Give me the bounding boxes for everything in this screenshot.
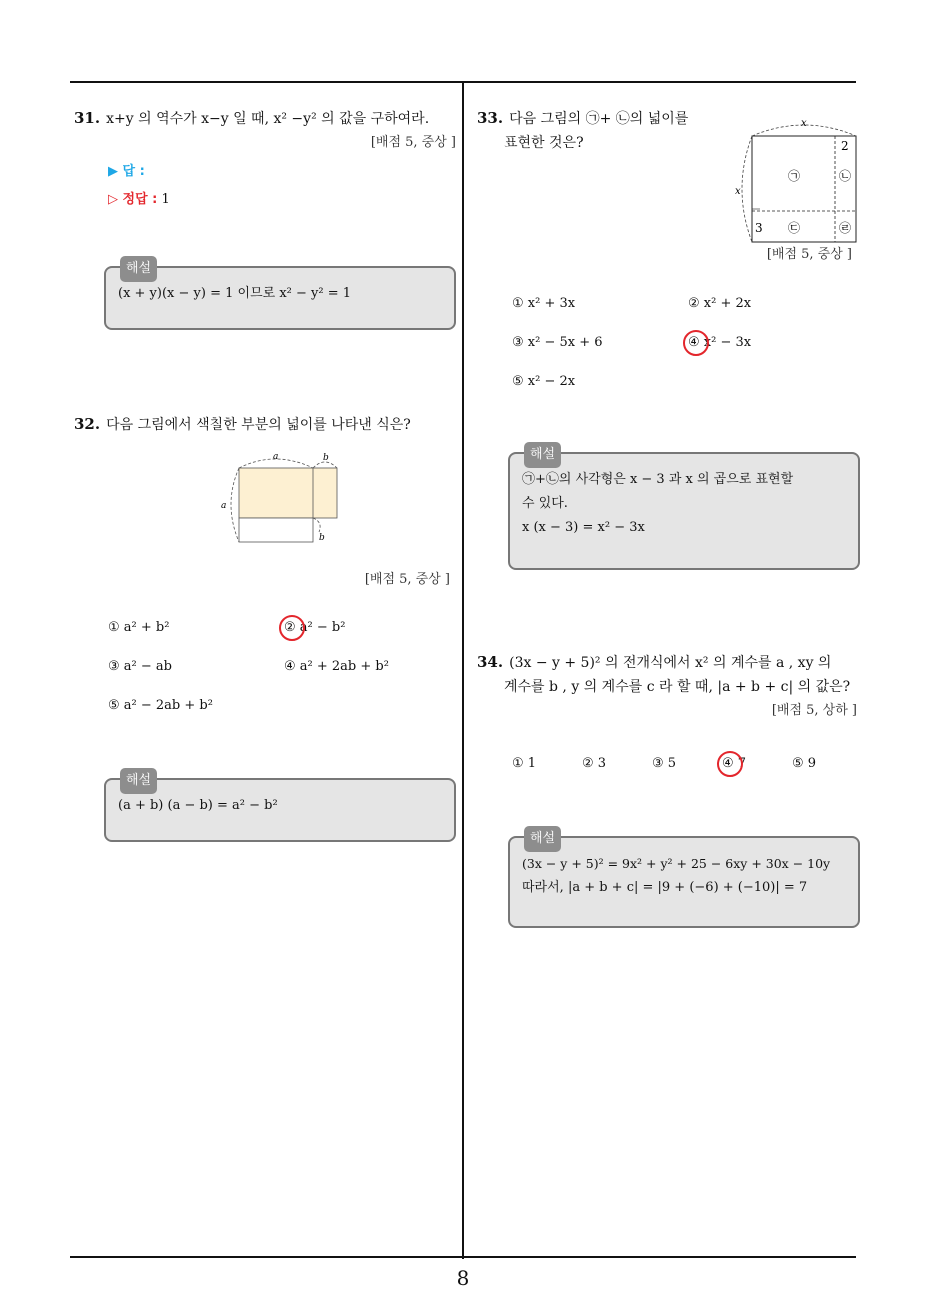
page-number: 8 xyxy=(456,1266,470,1290)
selected-ring xyxy=(279,615,305,641)
label-x-top: x xyxy=(801,118,807,129)
bottom-rule xyxy=(70,1256,856,1258)
label-a-top: a xyxy=(273,452,279,462)
label-b-bottom: b xyxy=(319,533,325,543)
question-number: 32. xyxy=(74,415,101,433)
question-31 xyxy=(74,106,456,150)
choice-4[interactable] xyxy=(688,335,751,350)
choices-32 xyxy=(108,620,448,720)
choices-34 xyxy=(512,756,852,786)
choice-1[interactable]: ① a² + b² xyxy=(108,620,170,635)
explanation-32 xyxy=(104,773,456,842)
choice-5[interactable]: ⑤ a² − 2ab + b² xyxy=(108,698,213,713)
choice-4-text: ④ x² − 3x xyxy=(688,335,752,350)
column-divider xyxy=(462,81,464,1259)
question-text: x+y 의 역수가 x−y 일 때, x² −y² 의 값을 구하여라. xyxy=(106,111,430,127)
question-text-line1: 다음 그림의 ㉠+ ㉡의 넓이를 xyxy=(509,111,689,127)
choice-2-text: ② a² − b² xyxy=(284,620,346,635)
choice-3[interactable]: ③ 5 xyxy=(652,756,677,771)
region-3: ㉢ xyxy=(788,221,801,235)
score-label: [배점 5, 중상 ] xyxy=(370,135,456,150)
choice-4[interactable] xyxy=(722,756,746,771)
score-label-32: [배점 5, 중상 ] xyxy=(364,572,450,587)
question-number: 31. xyxy=(74,109,101,127)
explanation-tag: 해설 xyxy=(120,768,157,794)
answer-label: ▶ 답 : xyxy=(108,164,145,179)
question-text: 다음 그림에서 색칠한 부분의 넓이를 나타낸 식은? xyxy=(106,417,411,433)
label-b-top: b xyxy=(323,453,329,463)
question-33 xyxy=(477,106,737,155)
choice-2[interactable]: ② 3 xyxy=(582,756,607,771)
figure-33 xyxy=(732,114,860,246)
explanation-line1: ㉠+㉡의 사각형은 x − 3 과 x 의 곱으로 표현할 xyxy=(522,472,794,487)
region-2: ㉡ xyxy=(839,169,852,183)
choice-2[interactable] xyxy=(284,620,345,635)
choice-4-text: ④ 7 xyxy=(722,756,747,771)
question-32 xyxy=(74,412,456,437)
question-text-line1: (3x − y + 5)² 의 전개식에서 x² 의 계수를 a , xy 의 xyxy=(509,655,832,671)
explanation-tag: 해설 xyxy=(524,442,561,468)
question-number: 34. xyxy=(477,653,504,671)
explanation-33 xyxy=(508,447,860,570)
choice-4[interactable]: ④ a² + 2ab + b² xyxy=(284,659,389,674)
choice-5[interactable]: ⑤ 9 xyxy=(792,756,817,771)
explanation-31 xyxy=(104,261,456,330)
region-4: ㉣ xyxy=(839,221,852,235)
choice-3[interactable]: ③ a² − ab xyxy=(108,659,172,674)
explanation-text: (a + b) (a − b) = a² − b² xyxy=(118,798,278,813)
question-text-line2: 표현한 것은? xyxy=(504,135,584,151)
region-1: ㉠ xyxy=(788,169,801,183)
shaded-region xyxy=(239,468,337,518)
question-34 xyxy=(477,650,857,718)
label-x-left: x xyxy=(735,186,741,197)
question-text-line2: 계수를 b , y 의 계수를 c 라 할 때, |a + b + c| 의 값은? xyxy=(504,679,851,695)
score-label-33: [배점 5, 중상 ] xyxy=(766,247,852,262)
choice-3[interactable]: ③ x² − 5x + 6 xyxy=(512,335,603,350)
choice-2[interactable]: ② x² + 2x xyxy=(688,296,752,311)
selected-ring xyxy=(717,751,743,777)
label-3: 3 xyxy=(755,221,763,235)
explanation-line2: 수 있다. xyxy=(522,496,568,511)
explanation-line2: 따라서, |a + b + c| = |9 + (−6) + (−10)| = 7 xyxy=(522,880,808,895)
label-2: 2 xyxy=(841,139,849,153)
explanation-34 xyxy=(508,831,860,928)
selected-ring xyxy=(683,330,709,356)
choice-5[interactable]: ⑤ x² − 2x xyxy=(512,374,576,389)
score-label-34: [배점 5, 상하 ] xyxy=(771,703,857,718)
explanation-tag: 해설 xyxy=(120,256,157,282)
explanation-tag: 해설 xyxy=(524,826,561,852)
figure-32 xyxy=(215,448,345,550)
answer-block-31 xyxy=(108,158,408,214)
explanation-line1: (3x − y + 5)² = 9x² + y² + 25 − 6xy + 30x − 10y xyxy=(522,856,831,871)
correct-value: 1 xyxy=(161,192,170,207)
choice-1[interactable]: ① x² + 3x xyxy=(512,296,576,311)
label-a-left: a xyxy=(221,501,227,511)
correct-label: ▷ 정답 : xyxy=(108,192,158,207)
explanation-line3: x (x − 3) = x² − 3x xyxy=(522,520,645,535)
explanation-text: (x + y)(x − y) = 1 이므로 x² − y² = 1 xyxy=(118,286,352,301)
unshaded-region xyxy=(239,518,313,542)
choice-1[interactable]: ① 1 xyxy=(512,756,537,771)
choices-33 xyxy=(512,296,852,396)
question-number: 33. xyxy=(477,109,504,127)
